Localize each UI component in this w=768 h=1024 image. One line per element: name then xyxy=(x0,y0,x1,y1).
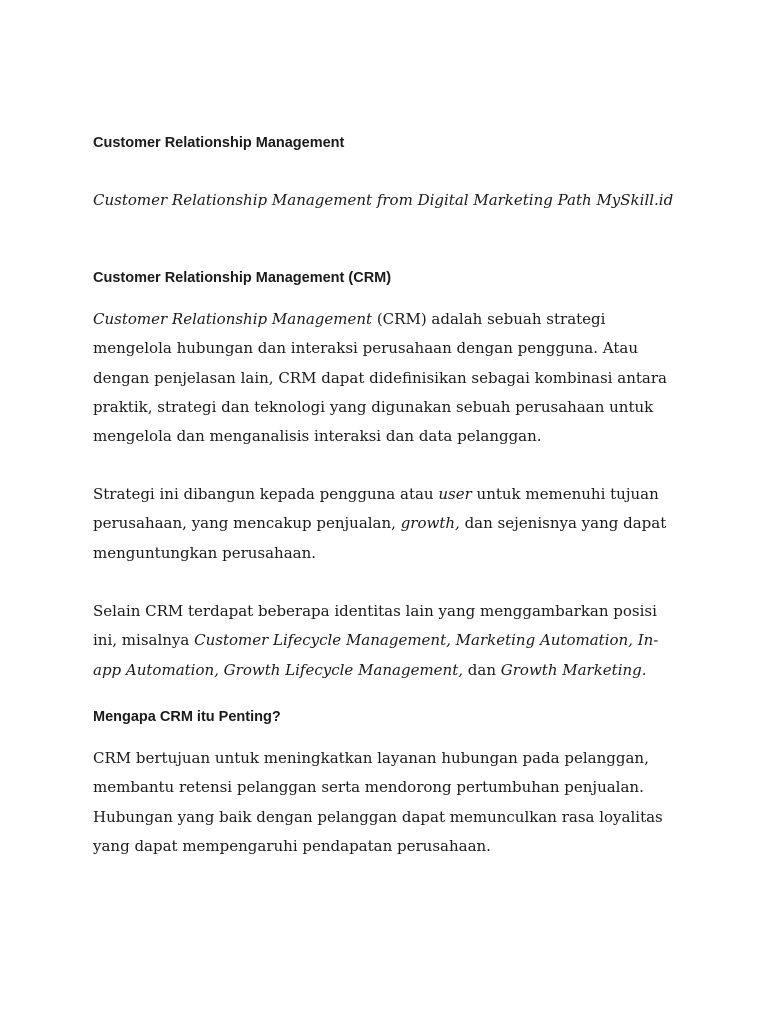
paragraph-crm-definition xyxy=(93,305,683,451)
paragraph-crm-importance: CRM bertujuan untuk meningkatkan layanan hubungan pada pelanggan, membantu retensi pelanggan serta mendorong pertumbuhan penjualan. Hubungan yang baik dengan pelanggan dapat memunculkan rasa loyalitas yang dapat mempengaruhi pendapatan perusahaan. xyxy=(93,749,663,855)
paragraph-text: dan xyxy=(463,660,501,679)
paragraph-crm-identities xyxy=(93,597,683,685)
paragraph-text: untuk memenuhi tujuan perusahaan, yang mencakup penjualan, xyxy=(93,485,659,533)
section-heading-crm: Customer Relationship Management (CRM) xyxy=(93,270,392,286)
italic-term: Customer Lifecycle Management, Marketing Automation, In-app Automation, Growth Lifecycle Management, xyxy=(93,631,659,679)
italic-term: Customer Relationship Management xyxy=(93,310,373,328)
italic-term: user xyxy=(438,485,472,503)
image-caption xyxy=(93,186,683,215)
section-heading-importance: Mengapa CRM itu Penting? xyxy=(93,709,281,725)
image-caption-text: Customer Relationship Management from Digital Marketing Path MySkill.id xyxy=(93,191,674,209)
italic-term: Growth Marketing. xyxy=(500,660,647,679)
paragraph-text: (CRM) adalah sebuah strategi mengelola hubungan dan interaksi perusahaan dengan pengguna. Atau dengan penjelasan lain, CRM dapat didefinisikan sebagai kombinasi antara praktik, strategi dan teknologi yang digunakan sebuah perusahaan untuk mengelola dan menganalisis interaksi dan data pelanggan. xyxy=(93,310,667,446)
paragraph-text: Strategi ini dibangun kepada pengguna atau xyxy=(93,485,439,503)
paragraph-text: Selain CRM terdapat beberapa identitas lain yang menggambarkan posisi ini, misalnya xyxy=(93,602,657,650)
paragraph-crm-strategy xyxy=(93,480,683,568)
document-title: Customer Relationship Management xyxy=(93,135,345,151)
paragraph-text: dan sejenisnya yang dapat menguntungkan perusahaan. xyxy=(93,514,667,562)
italic-term: growth, xyxy=(400,514,460,533)
